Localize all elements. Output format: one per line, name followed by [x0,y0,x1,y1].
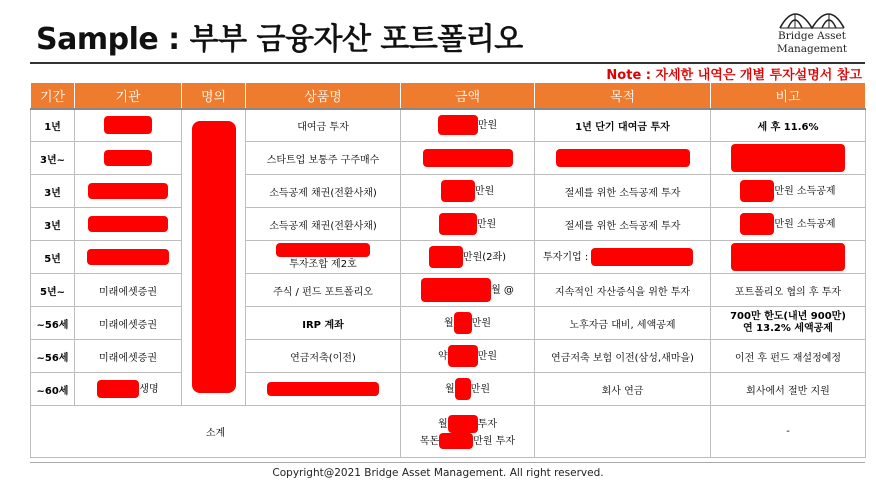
redaction-block [455,378,471,400]
cell-amount [401,175,535,208]
cell-institution: 미래에셋증권 [75,307,182,340]
cell-purpose: 회사 연금 [535,373,711,406]
cell-total-amount [401,406,535,458]
amount-text: 월 @ [491,285,514,297]
redaction-block [429,246,463,268]
cell-amount [401,373,535,406]
cell-amount [401,208,535,241]
redaction-block [731,144,845,172]
institution-text: 생명 [139,384,159,396]
amount-prefix: 월 [444,318,454,330]
logo-line-1: Bridge Asset [778,30,846,42]
amount-text: 만원 [471,318,491,330]
table-total-row [31,406,866,458]
redaction-block [441,180,475,202]
redaction-block [87,249,169,265]
table-row [31,175,866,208]
redaction-block [556,149,690,167]
cell-institution: 미래에셋증권 [75,274,182,307]
cell-product [246,373,401,406]
redaction-block [104,116,152,134]
amount-text: 만원 [476,219,497,231]
cell-product: IRP 계좌 [246,307,401,340]
table-header-row [31,83,866,109]
table-row [31,274,866,307]
header-purpose: 목적 [535,83,711,109]
remark-text: 만원 소득공제 [774,186,836,198]
cell-amount [401,109,535,142]
redaction-block [448,345,478,367]
cell-product: 대여금 투자 [246,109,401,142]
cell-period: 5년 [31,241,75,274]
total-line-1-prefix: 월 [438,418,448,430]
redaction-block [439,433,473,449]
header-owner: 명의 [182,83,246,109]
company-logo [770,2,854,62]
amount-text: 만원 [470,384,490,396]
table-row [31,109,866,142]
header-product: 상품명 [246,83,401,109]
redaction-block [454,312,472,334]
cell-period: 3년~ [31,142,75,175]
cell-purpose: 노후자금 대비, 세액공제 [535,307,711,340]
redaction-block [448,415,478,433]
cell-product: 스타트업 보통주 구주매수 [246,142,401,175]
footer-divider [30,462,865,463]
cell-purpose: 절세를 위한 소득공제 투자 [535,208,711,241]
cell-remark: 세 후 11.6% [711,109,866,142]
redaction-block [97,380,139,398]
cell-period: ~56세 [31,340,75,373]
cell-amount [401,307,535,340]
cell-total-purpose [535,406,711,458]
cell-amount [401,274,535,307]
cell-remark [711,175,866,208]
cell-amount [401,241,535,274]
copyright-text: Copyright@2021 Bridge Asset Management. All right reserved. [272,467,604,479]
cell-remark: 회사에서 절반 지원 [711,373,866,406]
page-title: Sample : 부부 금융자산 포트폴리오 [36,22,523,57]
cell-purpose: 지속적인 자산증식을 위한 투자 [535,274,711,307]
redaction-block [423,149,513,167]
amount-text: 만원 [477,351,497,363]
header-institution: 기관 [75,83,182,109]
redaction-block [740,180,774,202]
remark-line-1: 700만 한도(내년 900만) [730,311,846,323]
cell-product: 소득공제 채권(전환사채) [246,208,401,241]
purpose-text: 투자기업 : [543,252,589,264]
redaction-block [88,216,168,232]
note-text: Note : 자세한 내역은 개별 투자설명서 참고 [606,68,862,83]
cell-institution [75,142,182,175]
table-row [31,208,866,241]
amount-prefix: 약 [438,351,448,363]
cell-remark [711,208,866,241]
product-text: 투자조합 제2호 [289,259,357,271]
cell-purpose [535,142,711,175]
table-row [31,307,866,340]
cell-institution [75,373,182,406]
cell-product: 주식 / 펀드 포트폴리오 [246,274,401,307]
remark-line-2: 연 13.2% 세액공제 [743,323,833,335]
cell-remark [711,241,866,274]
table-row [31,373,866,406]
redaction-block [267,382,379,396]
cell-institution [75,109,182,142]
cell-period: 5년~ [31,274,75,307]
cell-period: ~56세 [31,307,75,340]
redaction-block [438,115,478,135]
redaction-block [591,248,693,266]
total-line-2-prefix: 목돈 [419,435,440,447]
redaction-block [421,278,491,302]
cell-product: 소득공제 채권(전환사채) [246,175,401,208]
cell-purpose [535,241,711,274]
redaction-block [276,243,370,257]
header-amount: 금액 [401,83,535,109]
remark-text: 만원 소득공제 [774,219,836,231]
cell-remark [711,142,866,175]
amount-text: 만원(2좌) [462,252,507,264]
redaction-block [439,213,477,235]
cell-total-label: 소계 [31,406,401,458]
table-row [31,142,866,175]
table-row [31,340,866,373]
header-period: 기간 [31,83,75,109]
cell-institution: 미래에셋증권 [75,340,182,373]
cell-institution [75,175,182,208]
total-line-1-suffix: 투자 [477,418,497,430]
redaction-block [731,243,845,271]
cell-remark [711,307,866,340]
amount-text: 만원 [477,120,498,132]
cell-period: 3년 [31,208,75,241]
cell-purpose: 1년 단기 대여금 투자 [535,109,711,142]
cell-purpose: 절세를 위한 소득공제 투자 [535,175,711,208]
redaction-block [104,150,152,166]
cell-amount [401,340,535,373]
redaction-block [192,121,236,393]
cell-product [246,241,401,274]
table-row [31,241,866,274]
portfolio-table [30,82,866,458]
cell-product: 연금저축(이전) [246,340,401,373]
cell-period: ~60세 [31,373,75,406]
cell-remark: 포트폴리오 협의 후 투자 [711,274,866,307]
cell-total-remark: - [711,406,866,458]
total-line-2 [403,433,532,449]
amount-text: 만원 [474,186,495,198]
logo-line-2: Management [776,43,848,55]
cell-period: 1년 [31,109,75,142]
redaction-block [88,183,168,199]
cell-institution [75,241,182,274]
cell-amount [401,142,535,175]
cell-remark: 이전 후 펀드 재설정예정 [711,340,866,373]
bridge-logo-icon [778,2,846,30]
cell-period: 3년 [31,175,75,208]
cell-owner [182,109,246,406]
total-line-2-suffix: 만원 투자 [473,435,516,447]
cell-purpose: 연금저축 보험 이전(삼성,새마을) [535,340,711,373]
total-line-1 [403,415,532,433]
cell-institution [75,208,182,241]
redaction-block [740,213,774,235]
header-remark: 비고 [711,83,866,109]
amount-prefix: 월 [445,384,455,396]
